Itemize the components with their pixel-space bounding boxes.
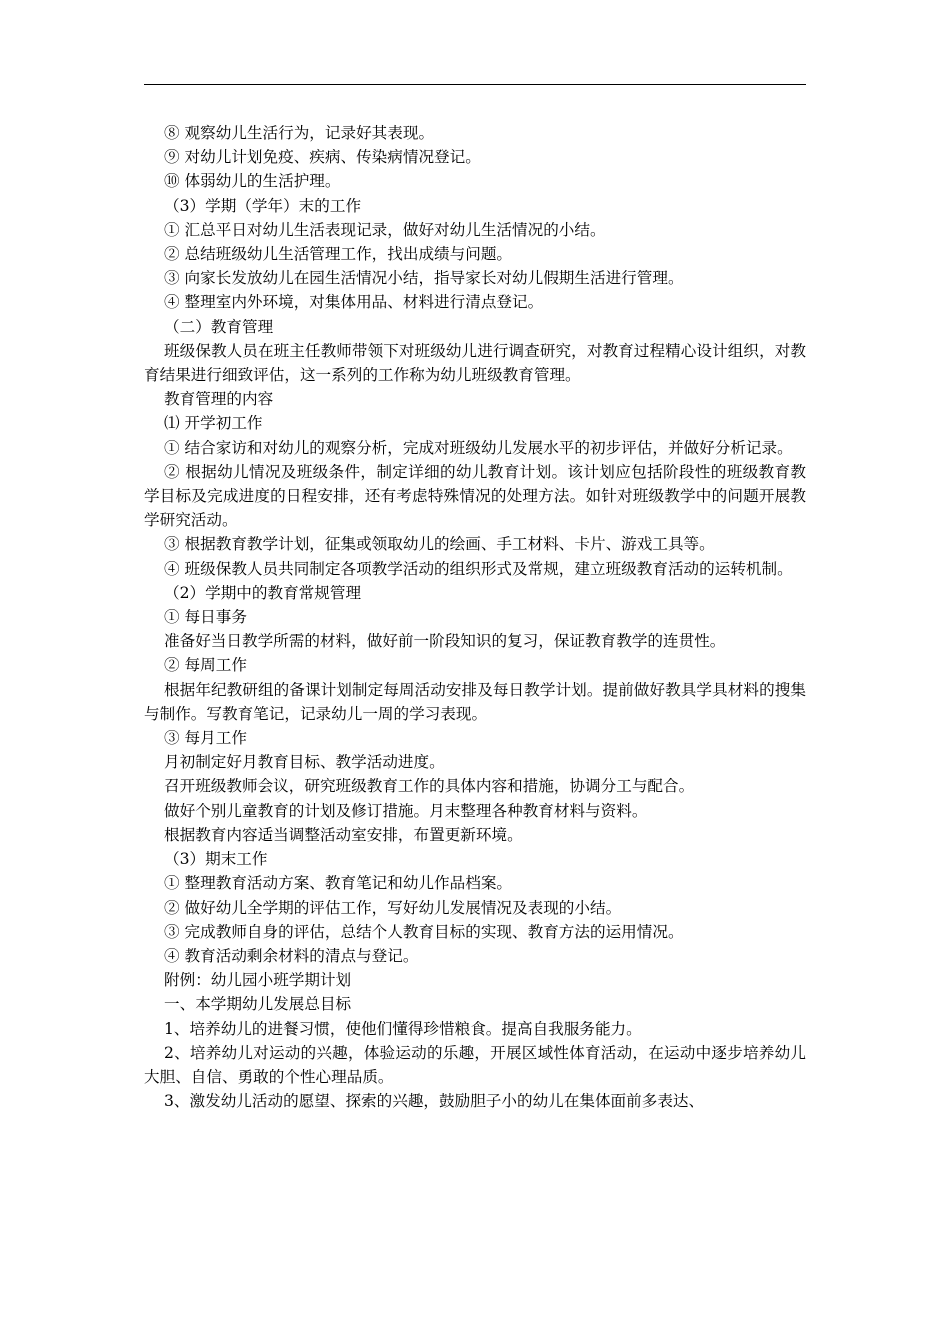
section-heading: （3）学期（学年）末的工作 <box>164 196 362 215</box>
section-heading: ⑴ 开学初工作 <box>164 414 263 433</box>
paragraph: 1、培养幼儿的进餐习惯，使他们懂得珍惜粮食。提高自我服务能力。 <box>164 1019 642 1038</box>
paragraph: ⑨ 对幼儿计划免疫、疾病、传染病情况登记。 <box>164 148 481 167</box>
paragraph: 根据年纪教研组的备课计划制定每周活动安排及每日教学计划。提前做好教具学具材料的搜集与制作。写教育笔记，记录幼儿一周的学习表现。 <box>144 680 806 723</box>
paragraph: ① 整理教育活动方案、教育笔记和幼儿作品档案。 <box>164 874 513 893</box>
paragraph: 月初制定好月教育目标、教学活动进度。 <box>164 753 445 772</box>
paragraph: 2、培养幼儿对运动的兴趣，体验运动的乐趣，开展区域性体育活动，在运动中逐步培养幼儿大胆、自信、勇敢的个性心理品质。 <box>144 1043 806 1086</box>
section-heading: （3）期末工作 <box>164 850 268 869</box>
paragraph: ④ 班级保教人员共同制定各项教学活动的组织形式及常规，建立班级教育活动的运转机制。 <box>164 559 793 578</box>
paragraph: ⑩ 体弱幼儿的生活护理。 <box>164 172 341 191</box>
paragraph: ① 汇总平日对幼儿生活表现记录，做好对幼儿生活情况的小结。 <box>164 220 606 239</box>
section-heading: 一、本学期幼儿发展总目标 <box>164 995 352 1014</box>
sub-heading: ② 每周工作 <box>164 656 247 675</box>
paragraph: ③ 根据教育教学计划，征集或领取幼儿的绘画、手工材料、卡片、游戏工具等。 <box>164 535 715 554</box>
section-heading: （2）学期中的教育常规管理 <box>164 583 362 602</box>
paragraph: ② 总结班级幼儿生活管理工作，找出成绩与问题。 <box>164 245 513 264</box>
paragraph: 3、激发幼儿活动的愿望、探索的兴趣，鼓励胆子小的幼儿在集体面前多表达、 <box>164 1092 705 1111</box>
sub-heading: ① 每日事务 <box>164 608 247 627</box>
paragraph: 召开班级教师会议，研究班级教育工作的具体内容和措施，协调分工与配合。 <box>164 777 695 796</box>
paragraph: 班级保教人员在班主任教师带领下对班级幼儿进行调查研究，对教育过程精心设计组织，对教育结果进行细致评估，这一系列的工作称为幼儿班级教育管理。 <box>144 341 806 385</box>
paragraph: ④ 教育活动剩余材料的清点与登记。 <box>164 946 419 965</box>
paragraph: ② 根据幼儿情况及班级条件，制定详细的幼儿教育计划。该计划应包括阶段性的班级教育教学目标及完成进度的日程安排，还有考虑特殊情况的处理方法。如针对班级教学中的问题开展教学研究活动。 <box>144 462 806 530</box>
sub-heading: ③ 每月工作 <box>164 729 247 748</box>
paragraph: ② 做好幼儿全学期的评估工作，写好幼儿发展情况及表现的小结。 <box>164 898 622 917</box>
section-heading: 附例：幼儿园小班学期计划 <box>164 971 352 990</box>
header-rule <box>144 84 806 85</box>
section-heading: （二）教育管理 <box>164 317 274 336</box>
paragraph: 根据教育内容适当调整活动室安排，布置更新环境。 <box>164 825 523 844</box>
paragraph: 准备好当日教学所需的材料，做好前一阶段知识的复习，保证教育教学的连贯性。 <box>164 632 726 651</box>
paragraph: ① 结合家访和对幼儿的观察分析，完成对班级幼儿发展水平的初步评估，并做好分析记录。 <box>164 438 793 457</box>
paragraph: ⑧ 观察幼儿生活行为，记录好其表现。 <box>164 124 435 142</box>
paragraph: 做好个别儿童教育的计划及修订措施。月末整理各种教育材料与资料。 <box>164 801 648 820</box>
paragraph: ③ 完成教师自身的评估，总结个人教育目标的实现、教育方法的运用情况。 <box>164 922 684 941</box>
paragraph: ③ 向家长发放幼儿在园生活情况小结，指导家长对幼儿假期生活进行管理。 <box>164 269 684 288</box>
section-heading: 教育管理的内容 <box>164 390 274 409</box>
document-body <box>144 121 806 1113</box>
paragraph: ④ 整理室内外环境，对集体用品、材料进行清点登记。 <box>164 293 544 312</box>
